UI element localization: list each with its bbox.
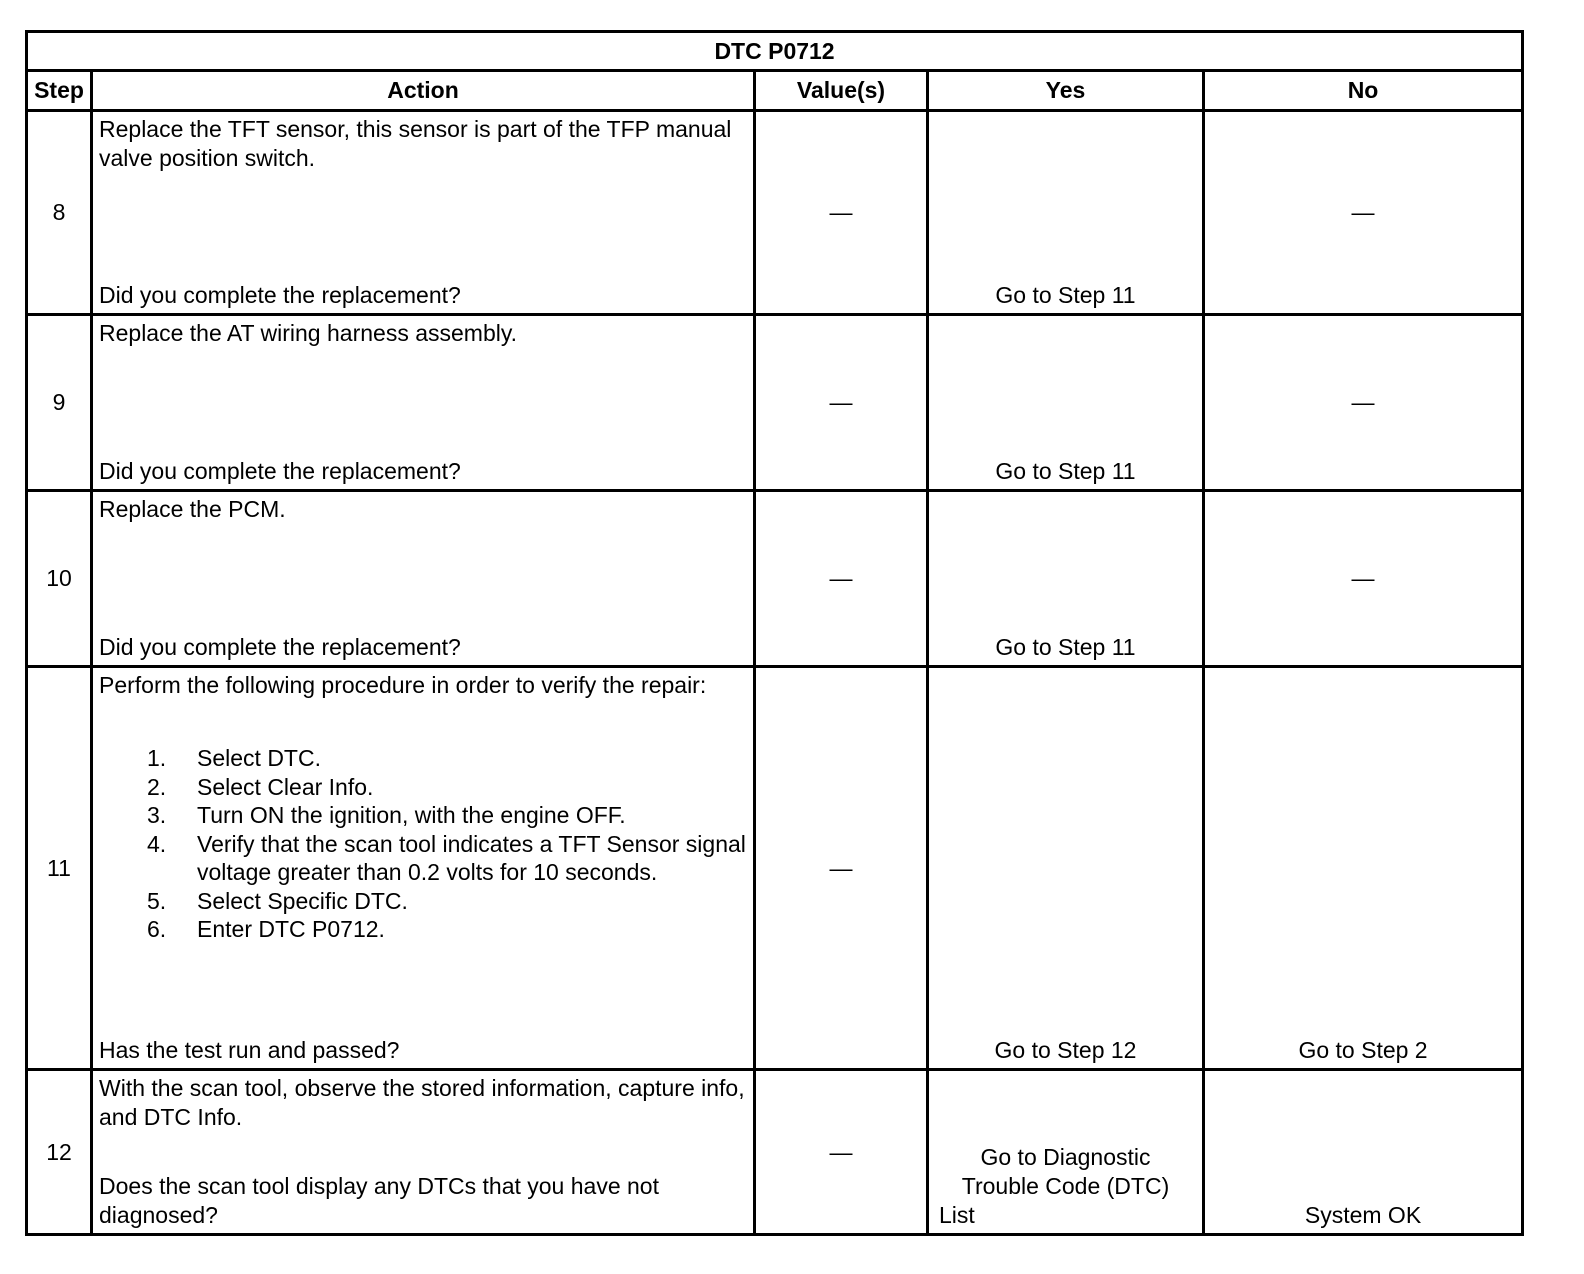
dtc-table <box>25 30 1524 1236</box>
action-text: Perform the following procedure in order to verify the repair: <box>99 672 707 698</box>
yes-line: List <box>939 1202 975 1228</box>
table-title: DTC P0712 <box>27 32 1523 71</box>
action-text: Replace the TFT sensor, this sensor is part of the TFP manual valve position switch. <box>99 116 732 171</box>
header-row <box>27 71 1523 111</box>
table-row <box>27 667 1523 1070</box>
yes-cell <box>928 1070 1204 1235</box>
no-cell <box>1204 315 1523 491</box>
action-question: Does the scan tool display any DTCs that you have not diagnosed? <box>99 1173 659 1228</box>
action-question: Did you complete the replacement? <box>99 458 461 484</box>
no-cell: Go to Step 2 <box>1204 667 1523 1070</box>
yes-line: Trouble Code (DTC) <box>961 1173 1170 1199</box>
header-values: Value(s) <box>755 71 928 111</box>
list-item: 5. Select Specific DTC. <box>147 887 408 914</box>
title-row <box>27 32 1523 71</box>
dash: — <box>1351 389 1375 415</box>
list-item: 1. Select DTC. <box>147 745 321 771</box>
value-cell <box>755 315 928 491</box>
value-cell <box>755 667 928 1070</box>
procedure-list <box>99 744 747 944</box>
table-row <box>27 491 1523 667</box>
value-cell <box>755 111 928 315</box>
step-number: 11 <box>27 667 92 1070</box>
dash: — <box>1351 565 1375 591</box>
table-row <box>27 1070 1523 1235</box>
action-cell <box>92 111 755 315</box>
yes-cell: Go to Step 11 <box>928 111 1204 315</box>
action-question: Did you complete the replacement? <box>99 634 461 660</box>
step-number: 9 <box>27 315 92 491</box>
action-text: Replace the AT wiring harness assembly. <box>99 320 518 346</box>
action-question: Has the test run and passed? <box>99 1037 400 1063</box>
value-cell <box>755 1070 928 1235</box>
no-cell <box>1204 491 1523 667</box>
list-item: 3. Turn ON the ignition, with the engine OFF. <box>147 802 626 828</box>
header-yes: Yes <box>928 71 1204 111</box>
no-cell: System OK <box>1204 1070 1523 1235</box>
list-item: 6. Enter DTC P0712. <box>147 916 385 942</box>
action-cell <box>92 1070 755 1235</box>
yes-cell: Go to Step 12 <box>928 667 1204 1070</box>
value-cell <box>755 491 928 667</box>
header-action: Action <box>92 71 755 111</box>
action-question: Did you complete the replacement? <box>99 282 461 308</box>
step-number: 10 <box>27 491 92 667</box>
list-item: 4. Verify that the scan tool indicates a TFT Sensor signal voltage greater than 0.2 volts for 10 seconds. <box>147 830 746 885</box>
step-number: 8 <box>27 111 92 315</box>
no-cell <box>1204 111 1523 315</box>
action-cell <box>92 667 755 1070</box>
action-text: With the scan tool, observe the stored information, capture info, and DTC Info. <box>99 1075 745 1130</box>
dash: — <box>1351 199 1375 225</box>
action-cell <box>92 491 755 667</box>
action-cell <box>92 315 755 491</box>
step-number: 12 <box>27 1070 92 1235</box>
yes-cell: Go to Step 11 <box>928 491 1204 667</box>
dash: — <box>829 389 853 415</box>
table-row <box>27 111 1523 315</box>
dash: — <box>829 565 853 591</box>
action-text: Replace the PCM. <box>99 496 286 522</box>
header-no: No <box>1204 71 1523 111</box>
yes-line: Go to Diagnostic <box>980 1144 1151 1170</box>
dash: — <box>829 1138 853 1165</box>
header-step: Step <box>27 71 92 111</box>
list-item: 2. Select Clear Info. <box>147 773 374 800</box>
dash: — <box>829 199 853 225</box>
yes-cell: Go to Step 11 <box>928 315 1204 491</box>
dash: — <box>829 854 853 881</box>
table-row <box>27 315 1523 491</box>
